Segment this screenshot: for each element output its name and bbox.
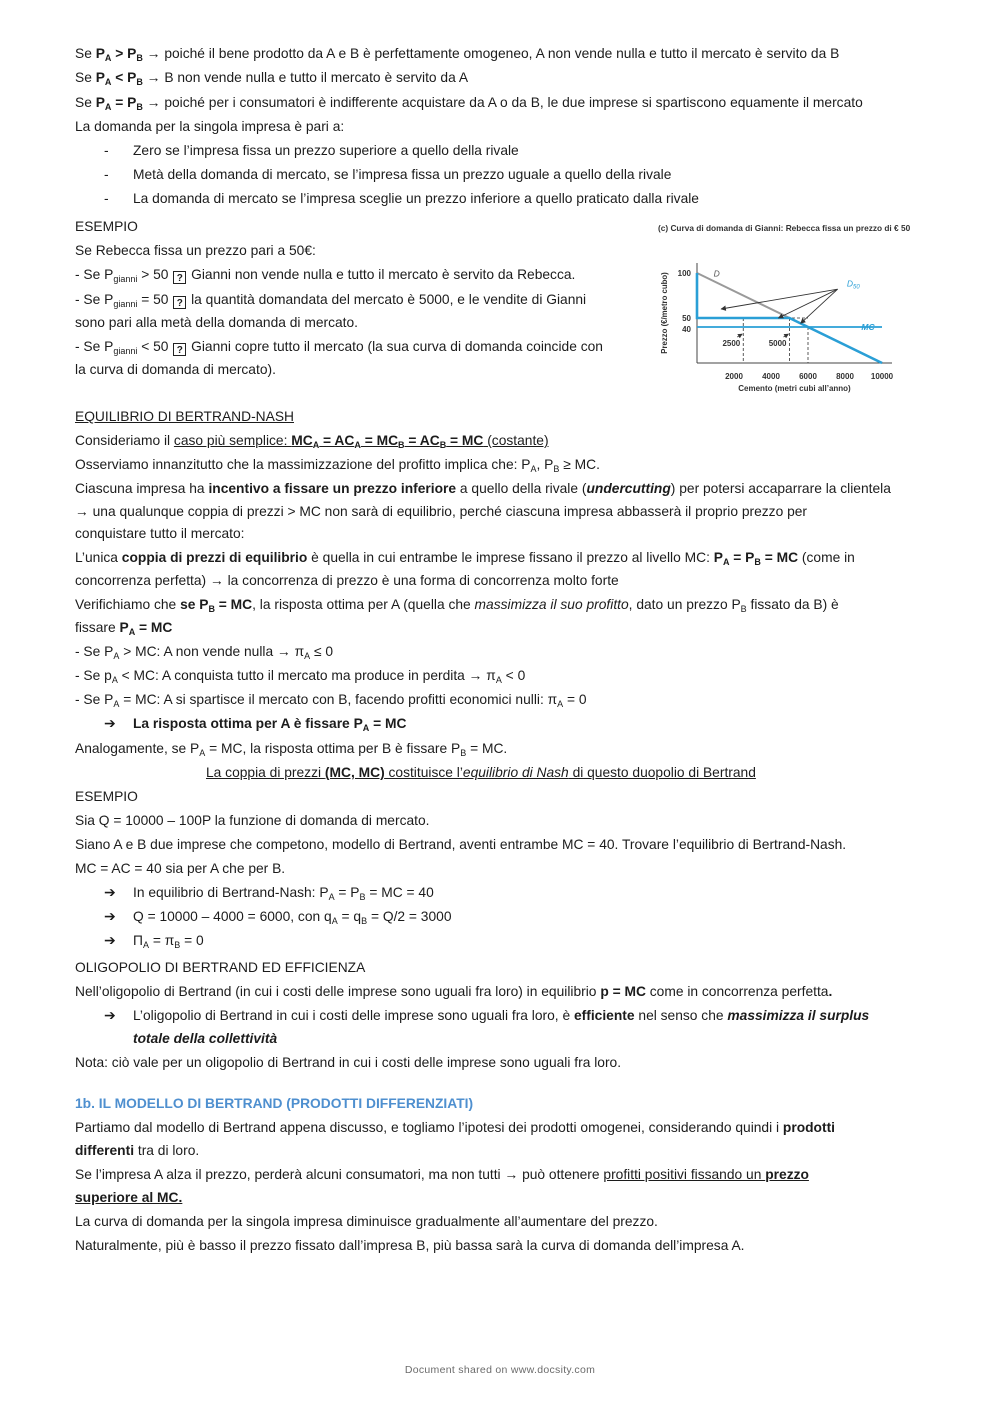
- arrow-icon: ➔: [104, 716, 116, 731]
- efficiency-point: totale della collettività: [133, 1031, 278, 1046]
- example-result: Q = 10000 – 4000 = 6000, con $q_A = q_B = Q/2 = 3000$: [133, 909, 452, 926]
- paragraph-line: L’unica coppia di prezzi di equilibrio è quella in cui entrambe le imprese fissano il prezzo al livello MC: $P_A = P_B$ = MC (come in: [75, 550, 855, 567]
- footer-text: Document shared on www.docsity.com: [404, 1364, 596, 1376]
- quantity-annotation: 2500: [722, 339, 741, 348]
- example-case-equal: - Se $P_{gianni} = 50$ ? la quantità domandata del mercato è 5000, e le vendite di Gianni: [75, 292, 587, 309]
- section-heading: OLIGOPOLIO DI BERTRAND ED EFFICIENZA: [75, 960, 366, 975]
- example-case-greater: - Se $P_{gianni} > 50$ ? Gianni non vende nulla e tutto il mercato è servito da Rebecca.: [75, 267, 576, 284]
- y-tick-label: 50: [682, 314, 691, 323]
- example-text: Sia Q = 10000 – 100P la funzione di domanda di mercato.: [75, 813, 430, 828]
- series-label-d: D: [713, 268, 720, 279]
- example-heading: ESEMPIO: [75, 789, 138, 804]
- question-mark-icon: ?: [173, 296, 186, 309]
- example-result: $\Pi_A = \pi_B = 0$: [133, 933, 204, 950]
- arrow-icon: ➔: [104, 933, 116, 948]
- paragraph-line: fissare $P_A$ = MC: [75, 620, 173, 637]
- example-text: sono pari alla metà della domanda di mercato.: [75, 315, 358, 330]
- arrow-icon: ➔: [104, 885, 116, 900]
- paragraph-line: Analogamente, se $P_A$ = MC, la risposta ottima per B è fissare $P_B$ = MC.: [75, 741, 508, 758]
- dash-bullet: -: [104, 167, 109, 182]
- nash-statement: La coppia di prezzi (MC, MC) costituisce l’equilibrio di Nash di questo duopolio di Bertrand: [206, 765, 756, 780]
- paragraph-line: Ciascuna impresa ha incentivo a fissare un prezzo inferiore a quello della rivale (undercutting) per potersi accaparrare la clientela: [75, 481, 891, 496]
- x-tick-label: 2000: [725, 372, 743, 381]
- annotation-arrow: [737, 334, 742, 337]
- best-response: La risposta ottima per A è fissare $P_A$ = MC: [133, 716, 407, 733]
- demand-curve-chart: [650, 218, 935, 433]
- x-axis-label: Cemento (metri cubi all’anno): [738, 384, 851, 393]
- arrow-icon: ➔: [104, 909, 116, 924]
- example-text: Siano A e B due imprese che competono, modello di Bertrand, aventi entrambe MC = 40. Trovare l’equilibrio di Bertrand-Nash.: [75, 837, 847, 852]
- section-title: 1b. IL MODELLO DI BERTRAND (PRODOTTI DIFFERENZIATI): [75, 1096, 474, 1111]
- example-heading: ESEMPIO: [75, 219, 138, 234]
- annotation-arrow: [778, 289, 837, 318]
- dash-bullet: -: [104, 191, 109, 206]
- paragraph-line: Osserviamo innanzitutto che la massimizzazione del profitto implica che: $P_A$, $P_B$ ≥ MC.: [75, 457, 600, 474]
- x-tick-label: 4000: [762, 372, 780, 381]
- example-case-less: - Se $P_{gianni} < 50$ ? Gianni copre tutto il mercato (la sua curva di domanda coincide con: [75, 339, 603, 356]
- paragraph-line: differenti tra di loro.: [75, 1143, 200, 1158]
- case-line: - Se $P_A$ > MC: A non vende nulla → $\pi_A \le 0$: [75, 644, 334, 661]
- case-pa-equal: Se $P_A = P_B$ → poiché per i consumatori è indifferente acquistare da A o da B, le due imprese si spartiscono equamente il mercato: [75, 95, 863, 112]
- x-tick-label: 6000: [799, 372, 817, 381]
- list-item: Metà della domanda di mercato, se l’impresa fissa un prezzo uguale a quello della rivale: [133, 167, 672, 182]
- example-result: In equilibrio di Bertrand-Nash: $P_A = P_B$ = MC = 40: [133, 885, 434, 902]
- paragraph-line: Consideriamo il caso più semplice: $MC_A = AC_A = MC_B = AC_B$ = MC (costante): [75, 433, 549, 450]
- demand-intro: La domanda per la singola impresa è pari a:: [75, 119, 345, 134]
- y-tick-label: 40: [682, 325, 691, 334]
- case-line: - Se $p_A$ < MC: A conquista tutto il mercato ma produce in perdita → $\pi_A < 0$: [75, 668, 526, 685]
- case-pa-less: Se $P_A < P_B \to B$ non vende nulla e tutto il mercato è servito da A: [75, 70, 469, 87]
- efficiency-point: L’oligopolio di Bertrand in cui i costi delle imprese sono uguali fra loro, è efficiente nel senso che massimizza il surplus: [133, 1008, 870, 1023]
- arrow-icon: ➔: [104, 1008, 116, 1023]
- y-tick-label: 100: [677, 269, 691, 278]
- note: Nota: ciò vale per un oligopolio di Bertrand in cui i costi delle imprese sono uguali fra loro.: [75, 1055, 622, 1070]
- list-item: Zero se l’impresa fissa un prezzo superiore a quello della rivale: [133, 143, 519, 158]
- case-pa-greater: Se $P_A > P_B$ → poiché il bene prodotto da A e B è perfettamente omogeneo, A non vende nulla e tutto il mercato è servito da B: [75, 46, 840, 63]
- paragraph-line: Partiamo dal modello di Bertrand appena discusso, e togliamo l’ipotesi dei prodotti omogenei, considerando quindi i prodotti: [75, 1120, 836, 1135]
- paragraph-line: La curva di domanda per la singola impresa diminuisce gradualmente all’aumentare del prezzo.: [75, 1214, 658, 1229]
- example-text: la curva di domanda di mercato).: [75, 362, 276, 377]
- case-line: - Se $P_A$ = MC: A si spartisce il mercato con B, facendo profitti economici nulli: $\pi_A = 0$: [75, 692, 587, 709]
- annotation-arrow: [784, 334, 789, 337]
- quantity-annotation: 5000: [768, 339, 787, 348]
- section-heading: EQUILIBRIO DI BERTRAND-NASH: [75, 409, 294, 424]
- x-tick-label: 10000: [870, 372, 894, 381]
- chart-title: (c) Curva di domanda di Gianni: Rebecca fissa un prezzo di € 50: [658, 223, 911, 233]
- paragraph-line: conquistare tutto il mercato:: [75, 526, 245, 541]
- question-mark-icon: ?: [173, 343, 186, 356]
- series-label-d50: $D_{50}$: [846, 278, 860, 291]
- paragraph-line: Nell’oligopolio di Bertrand (in cui i costi delle imprese sono uguali fra loro) in equilibrio p = MC come in concorrenza perfetta.: [75, 984, 833, 999]
- y-axis-label: Prezzo (€/metro cubo): [660, 272, 669, 354]
- paragraph-line: Verifichiamo che se $P_B$ = MC, la risposta ottima per A (quella che massimizza il suo profitto, dato un prezzo $P_B$ fissato da B) è: [75, 597, 839, 614]
- paragraph-line: → una qualunque coppia di prezzi > MC non sarà di equilibrio, perché ciascuna impresa abbasserà il proprio prezzo per: [75, 504, 808, 519]
- paragraph-line: concorrenza perfetta) → la concorrenza di prezzo è una forma di concorrenza molto forte: [75, 573, 619, 588]
- question-mark-icon: ?: [173, 271, 186, 284]
- dash-bullet: -: [104, 143, 109, 158]
- series-label-mc: MC: [861, 322, 875, 332]
- example-text: MC = AC = 40 sia per A che per B.: [75, 861, 286, 876]
- paragraph-line: Se l’impresa A alza il prezzo, perderà alcuni consumatori, ma non tutti → può ottenere profitti positivi fissando un prezzo: [75, 1167, 809, 1182]
- list-item: La domanda di mercato se l’impresa sceglie un prezzo inferiore a quello praticato dalla rivale: [133, 191, 699, 206]
- example-text: Se Rebecca fissa un prezzo pari a 50€:: [75, 243, 316, 258]
- x-tick-label: 8000: [836, 372, 854, 381]
- paragraph-line: Naturalmente, più è basso il prezzo fissato dall’impresa B, più bassa sarà la curva di domanda dell’impresa A.: [75, 1238, 745, 1253]
- paragraph-line: superiore al MC.: [75, 1190, 183, 1205]
